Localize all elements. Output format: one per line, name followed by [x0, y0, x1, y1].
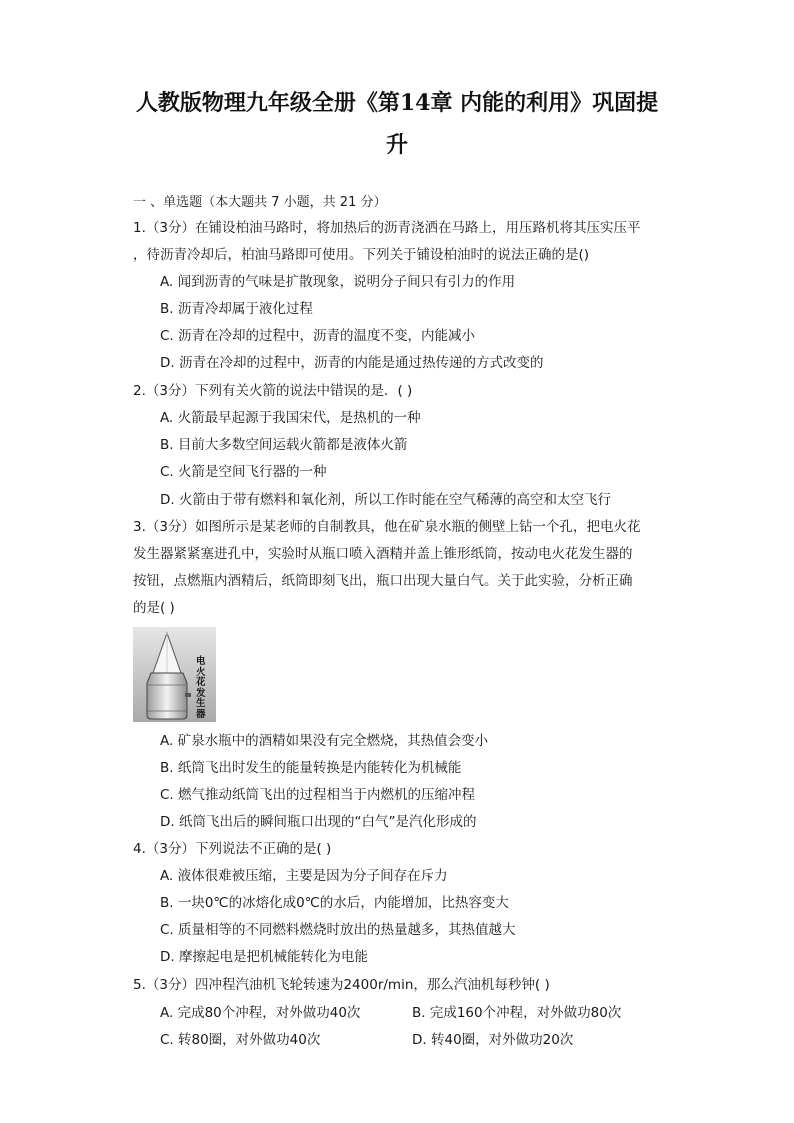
question-4-option-c: C. 质量相等的不同燃料燃烧时放出的热量越多，其热值越大	[160, 922, 516, 938]
question-3-option-a: A. 矿泉水瓶中的酒精如果没有完全燃烧，其热值会变小	[160, 733, 489, 749]
question-1-option-c: C. 沥青在冷却的过程中，沥青的温度不变，内能减小	[160, 328, 476, 344]
question-5-option-c: C. 转80圈，对外做功40次	[160, 1032, 321, 1048]
question-2-option-a: A. 火箭最早起源于我国宋代，是热机的一种	[160, 410, 421, 426]
question-3-text: 按钮，点燃瓶内酒精后，纸筒即刻飞出，瓶口出现大量白气。关于此实验，分析正确	[133, 573, 633, 589]
question-1-text: 1.（3分）在铺设柏油马路时，将加热后的沥青浇洒在马路上，用压路机将其压实压平	[133, 220, 641, 236]
question-2-option-c: C. 火箭是空间飞行器的一种	[160, 464, 327, 480]
question-3-text: 的是( )	[133, 600, 175, 616]
figure-label: 电火花发生器	[196, 656, 206, 720]
question-4-option-d: D. 摩擦起电是把机械能转化为电能	[160, 949, 368, 965]
question-1-option-a: A. 闻到沥青的气味是扩散现象，说明分子间只有引力的作用	[160, 274, 516, 290]
question-2-text: 2.（3分）下列有关火箭的说法中错误的是．( )	[133, 383, 413, 399]
question-4-text: 4.（3分）下列说法不正确的是( )	[133, 841, 332, 857]
question-5-text: 5.（3分）四冲程汽油机飞轮转速为2400r/min，那么汽油机每秒钟( )	[133, 977, 550, 993]
question-3-text: 3.（3分）如图所示是某老师的自制教具，他在矿泉水瓶的侧壁上钻一个孔，把电火花	[133, 519, 641, 535]
question-3-option-c: C. 燃气推动纸筒飞出的过程相当于内燃机的压缩冲程	[160, 787, 476, 803]
question-1-option-b: B. 沥青冷却属于液化过程	[160, 301, 313, 317]
question-1-text: ，待沥青冷却后，柏油马路即可使用。下列关于铺设柏油时的说法正确的是()	[133, 247, 590, 263]
question-1-option-d: D. 沥青在冷却的过程中，沥青的内能是通过热传递的方式改变的	[160, 355, 544, 371]
question-3-option-d: D. 纸筒飞出后的瞬间瓶口出现的“白气”是汽化形成的	[160, 814, 477, 830]
question-5-option-d: D. 转40圈，对外做功20次	[412, 1032, 574, 1048]
page-title-continued: 升	[385, 132, 408, 158]
page-title: 人教版物理九年级全册《第14章 内能的利用》巩固提	[135, 90, 659, 116]
question-3-option-b: B. 纸筒飞出时发生的能量转换是内能转化为机械能	[160, 760, 462, 776]
question-5-option-b: B. 完成160个冲程，对外做功80次	[412, 1005, 622, 1021]
question-2-option-d: D. 火箭由于带有燃料和氧化剂，所以工作时能在空气稀薄的高空和太空飞行	[160, 492, 611, 508]
question-5-option-a: A. 完成80个冲程，对外做功40次	[160, 1005, 361, 1021]
question-3-text: 发生器紧紧塞进孔中，实验时从瓶口喷入酒精并盖上锥形纸筒，按动电火花发生器的	[133, 546, 633, 562]
question-4-option-a: A. 液体很难被压缩，主要是因为分子间存在斥力	[160, 868, 448, 884]
section-heading: 一 、单选题（本大题共 7 小题，共 21 分）	[133, 195, 387, 210]
question-2-option-b: B. 目前大多数空间运载火箭都是液体火箭	[160, 437, 408, 453]
question-4-option-b: B. 一块0℃的冰熔化成0℃的水后，内能增加，比热容变大	[160, 895, 509, 911]
